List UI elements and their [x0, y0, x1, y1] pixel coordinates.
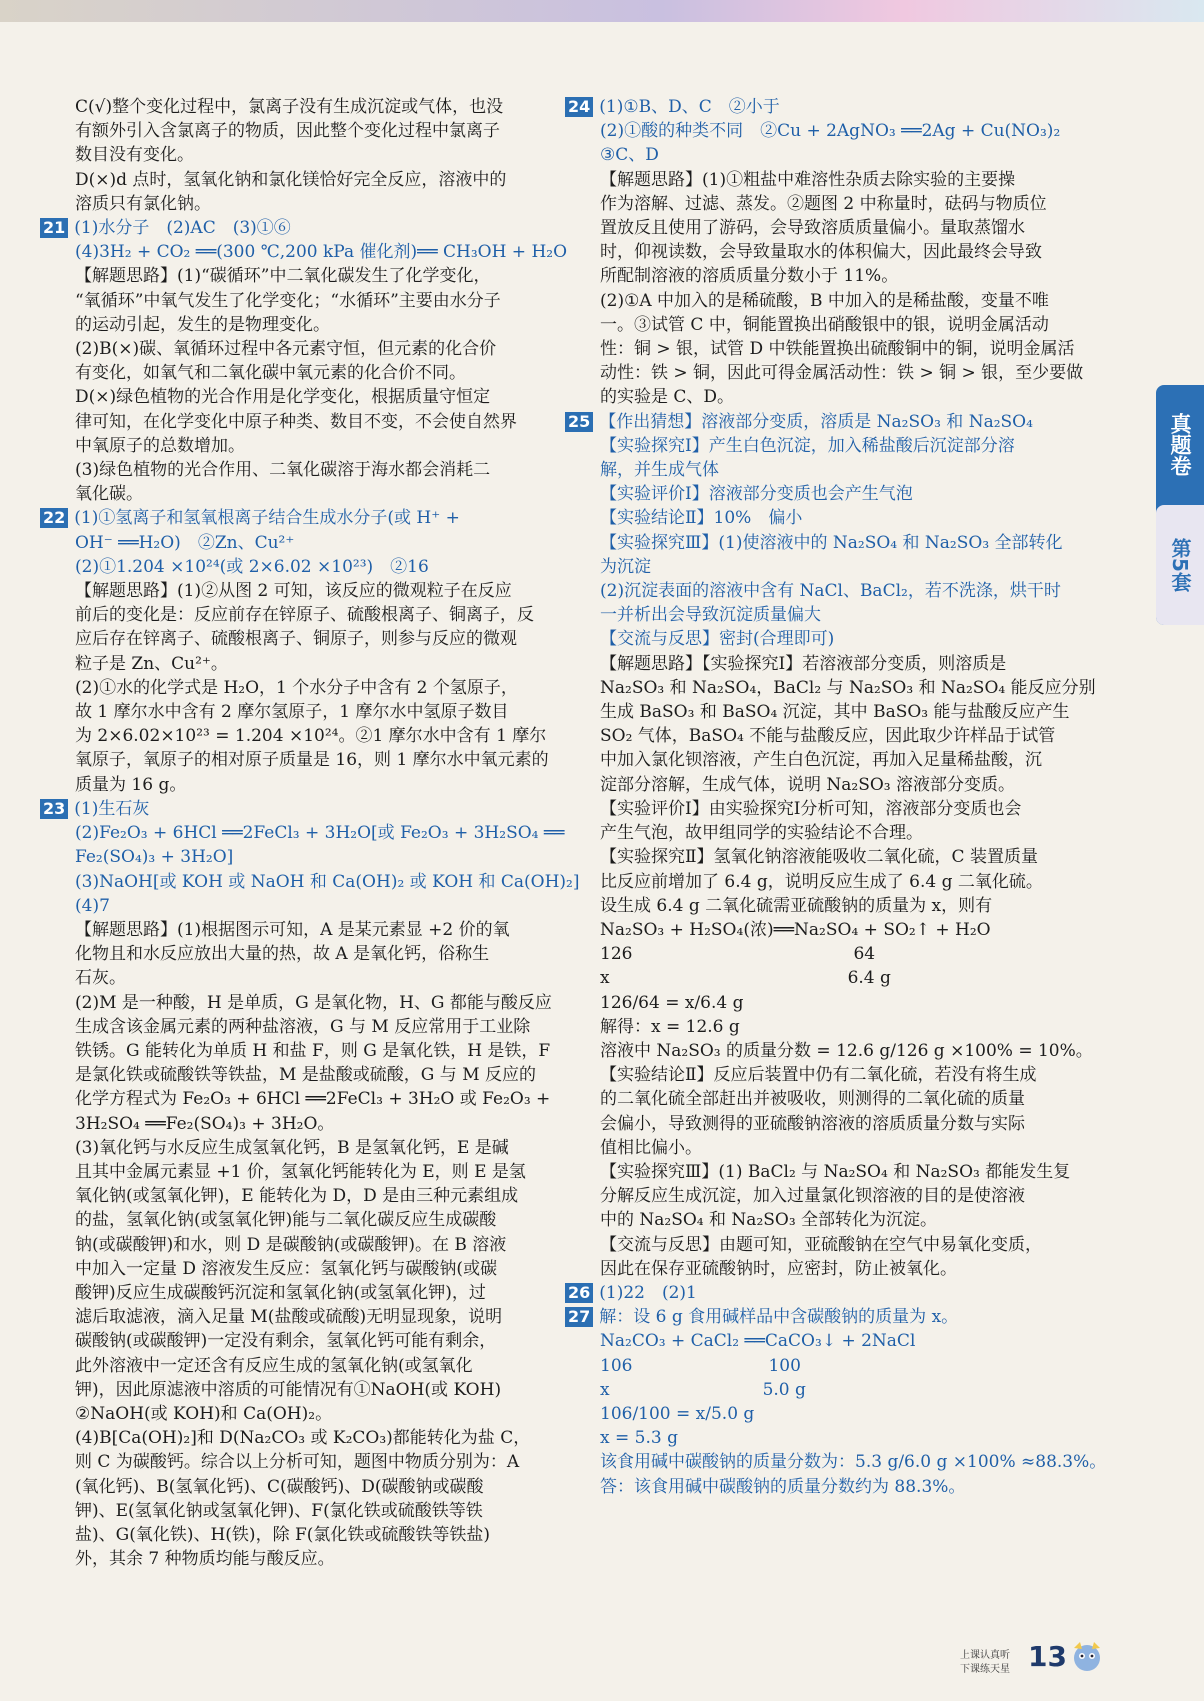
- explanation-text: 碳酸钠(或碳酸钾)一定没有剩余，氢氧化钙可能有剩余，: [75, 1331, 497, 1352]
- text-line: [600, 1233, 1130, 1257]
- question-number-badge: 21: [40, 218, 68, 238]
- text-line: [75, 1402, 580, 1426]
- text-line: [75, 313, 580, 337]
- text-line: [75, 1160, 580, 1184]
- explanation-text: C(√)整个变化过程中，氯离子没有生成沉淀或气体，也没: [75, 97, 504, 117]
- text-line: [600, 966, 1130, 990]
- explanation-text: Na₂SO₃ + H₂SO₄(浓)══Na₂SO₄ + SO₂↑ + H₂O: [600, 919, 991, 940]
- question-26-line: [568, 1281, 1130, 1305]
- explanation-text: 的盐，氢氧化钠(或氢氧化钾)能与二氧化碳反应生成碳酸: [75, 1210, 497, 1231]
- question-21-line: [43, 216, 580, 240]
- text-line: [75, 240, 580, 264]
- explanation-text: (2)①A 中加入的是稀硫酸，B 中加入的是稀盐酸，变量不唯: [600, 290, 1049, 311]
- explanation-text: 滤后取滤液，滴入足量 M(盐酸或硫酸)无明显现象，说明: [75, 1307, 503, 1328]
- question-25-line: [568, 410, 1130, 434]
- answer-text: 【实验结论Ⅱ】10% 偏小: [600, 508, 803, 529]
- explanation-text: 则 C 为碳酸钙。综合以上分析可知，题图中物质分别为：A: [75, 1452, 520, 1473]
- answer-text: x = 5.3 g: [600, 1428, 678, 1449]
- explanation-text: 应后存在锌离子、硫酸根离子、铜原子，则参与反应的微观: [75, 629, 517, 650]
- answer-text: Na₂CO₃ + CaCl₂ ══CaCO₃↓ + 2NaCl: [600, 1331, 916, 1352]
- explanation-text: (3)氧化钙与水反应生成氢氧化钙，B 是氢氧化钙，E 是碱: [75, 1137, 509, 1158]
- text-line: [75, 482, 580, 506]
- explanation-text: 石灰。: [75, 968, 126, 989]
- text-line: [75, 1329, 580, 1353]
- answer-text: 106 100: [600, 1355, 801, 1376]
- explanation-text: 是氯化铁或硫酸铁等铁盐，M 是盐酸或硫酸，G 与 M 反应的: [75, 1065, 537, 1086]
- text-line: [600, 918, 1130, 942]
- text-line: [600, 1426, 1130, 1450]
- answer-text: 【实验评价Ⅰ】溶液部分变质也会产生气泡: [600, 484, 913, 505]
- text-line: [75, 845, 580, 869]
- text-line: [75, 748, 580, 772]
- text-line: [600, 894, 1130, 918]
- explanation-text: 【解题思路】【实验探究Ⅰ】若溶液部分变质，则溶质是: [600, 653, 1007, 674]
- text-line: [75, 264, 580, 288]
- answer-text: (1)生石灰: [74, 798, 150, 819]
- text-line: [75, 652, 580, 676]
- explanation-text: 盐)、G(氧化铁)、H(铁)，除 F(氯化铁或硫酸铁等铁盐): [75, 1524, 491, 1545]
- explanation-text: 会偏小，导致测得的亚硫酸钠溶液的溶质质量分数与实际: [600, 1113, 1025, 1134]
- explanation-text: 产生气泡，故甲组同学的实验结论不合理。: [600, 823, 923, 844]
- answer-text: 该食用碱中碳酸钠的质量分数为：5.3 g/6.0 g ×100% ≈88.3%。: [600, 1452, 1107, 1473]
- text-line: [75, 1426, 580, 1450]
- explanation-text: 作为溶解、过滤、蒸发。②题图 2 中称量时，砝码与物质位: [600, 193, 1047, 214]
- text-line: [600, 1450, 1130, 1474]
- text-line: [75, 119, 580, 143]
- text-line: [600, 1039, 1130, 1063]
- text-line: [600, 1378, 1130, 1402]
- text-line: [75, 410, 580, 434]
- answer-text: (2)①1.204 ×10²⁴(或 2×6.02 ×10²³) ②16: [75, 556, 429, 577]
- text-line: [600, 1087, 1130, 1111]
- text-line: [75, 1281, 580, 1305]
- answer-text: x 5.0 g: [600, 1379, 806, 1400]
- text-line: [600, 1063, 1130, 1087]
- text-line: [600, 627, 1130, 651]
- text-line: [600, 361, 1130, 385]
- text-line: [600, 289, 1130, 313]
- text-line: [600, 458, 1130, 482]
- explanation-text: 淀部分溶解，生成气体，说明 Na₂SO₃ 溶液部分变质。: [600, 774, 1016, 795]
- text-line: [600, 506, 1130, 530]
- answer-text: (1)22 (2)1: [599, 1282, 697, 1303]
- question-number-badge: 22: [40, 508, 68, 528]
- text-line: [75, 1378, 580, 1402]
- text-line: [600, 337, 1130, 361]
- text-line: [600, 1184, 1130, 1208]
- text-line: [600, 1329, 1130, 1353]
- explanation-text: 酸钾)反应生成碳酸钙沉淀和氢氧化钠(或氢氧化钾)，过: [75, 1282, 486, 1303]
- footer-slogan-2: 下课练天星: [960, 1664, 1010, 1675]
- answer-text: (3)NaOH[或 KOH 或 NaOH 和 Ca(OH)₂ 或 KOH 和 Ca(OH)₂]: [75, 871, 580, 892]
- explanation-text: 化学方程式为 Fe₂O₃ + 6HCl ══2FeCl₃ + 3H₂O 或 Fe₂O₃ +: [75, 1089, 551, 1110]
- text-line: [75, 821, 580, 845]
- text-line: [75, 458, 580, 482]
- explanation-text: 中的 Na₂SO₄ 和 Na₂SO₃ 全部转化为沉淀。: [600, 1210, 938, 1231]
- answer-text: (4)7: [75, 895, 110, 916]
- explanation-text: 此外溶液中一定还含有反应生成的氢氧化钠(或氢氧化: [75, 1355, 473, 1376]
- tab-zhentijuan[interactable]: 真题卷: [1168, 412, 1192, 476]
- explanation-text: SO₂ 气体，BaSO₄ 不能与盐酸反应，因此取少许样品于试管: [600, 726, 1056, 747]
- explanation-text: 且其中金属元素显 +1 价，氢氧化钙能转化为 E，则 E 是氢: [75, 1161, 526, 1182]
- explanation-text: (4)B[Ca(OH)₂]和 D(Na₂CO₃ 或 K₂CO₃)都能转化为盐 C，: [75, 1428, 531, 1449]
- text-line: [600, 652, 1130, 676]
- explanation-text: 钾)，因此原滤液中溶质的可能情况有①NaOH(或 KOH): [75, 1379, 502, 1400]
- explanation-text: 有变化，如氧气和二氧化碳中氧元素的化合价不同。: [75, 363, 466, 384]
- text-line: [600, 143, 1130, 167]
- answer-text: 一并析出会导致沉淀质量偏大: [600, 605, 821, 626]
- text-line: [75, 1136, 580, 1160]
- explanation-text: 【实验结论Ⅱ】反应后装置中仍有二氧化硫，若没有将生成: [600, 1065, 1037, 1086]
- explanation-text: 比反应前增加了 6.4 g，说明反应生成了 6.4 g 二氧化硫。: [600, 871, 1043, 892]
- text-line: [600, 797, 1130, 821]
- text-line: [600, 1354, 1130, 1378]
- explanation-text: x 6.4 g: [600, 968, 891, 989]
- answer-text: (1)①B、D、C ②小于: [599, 97, 780, 117]
- answer-text: 【交流与反思】密封(合理即可): [600, 629, 835, 650]
- text-line: [600, 119, 1130, 143]
- explanation-text: 氧化钠(或氢氧化钾)，E 能转化为 D，D 是由三种元素组成: [75, 1186, 519, 1207]
- explanation-text: (氧化钙)、B(氢氧化钙)、C(碳酸钙)、D(碳酸钠或碳酸: [75, 1476, 484, 1497]
- explanation-text: 数目没有变化。: [75, 145, 194, 166]
- right-column: [568, 95, 1130, 1499]
- explanation-text: 【解题思路】(1)根据图示可知，A 是某元素显 +2 价的氧: [75, 919, 510, 940]
- question-number-badge: 27: [565, 1307, 593, 1327]
- explanation-text: 中加入氯化钡溶液，产生白色沉淀，再加入足量稀盐酸，沉: [600, 750, 1042, 771]
- answer-text: 【作出猜想】溶液部分变质，溶质是 Na₂SO₃ 和 Na₂SO₄: [599, 411, 1033, 432]
- explanation-text: 中加入一定量 D 溶液发生反应：氢氧化钙与碳酸钠(或碳: [75, 1258, 498, 1279]
- question-23-line: [43, 797, 580, 821]
- explanation-text: 质量为 16 g。: [75, 774, 187, 795]
- explanation-text: 时，仰视读数，会导致量取水的体积偏大，因此最终会导致: [600, 242, 1042, 263]
- text-line: [75, 724, 580, 748]
- answer-text: 【实验探究Ⅰ】产生白色沉淀，加入稀盐酸后沉淀部分溶: [600, 435, 1015, 456]
- explanation-text: 氧原子，氧原子的相对原子质量是 16，则 1 摩尔水中氧元素的: [75, 750, 549, 771]
- question-27-line: [568, 1305, 1130, 1329]
- text-line: [75, 870, 580, 894]
- explanation-text: 【实验评价Ⅰ】由实验探究Ⅰ分析可知，溶液部分变质也会: [600, 798, 1022, 819]
- tab-set-5[interactable]: 第5套: [1156, 505, 1204, 625]
- text-line: [600, 240, 1130, 264]
- question-22-line: [43, 506, 580, 530]
- text-line: [600, 1208, 1130, 1232]
- answer-text: Fe₂(SO₄)₃ + 3H₂O]: [75, 847, 234, 868]
- text-line: [75, 192, 580, 216]
- text-line: [600, 579, 1130, 603]
- explanation-text: 的实验是 C、D。: [600, 387, 735, 408]
- text-line: [75, 168, 580, 192]
- explanation-text: 性：铜 > 银，试管 D 中铁能置换出硫酸铜中的铜，说明金属活: [600, 339, 1075, 360]
- text-line: [600, 748, 1130, 772]
- text-line: [600, 168, 1130, 192]
- answer-text: 答：该食用碱中碳酸钠的质量分数约为 88.3%。: [600, 1476, 966, 1497]
- text-line: [600, 1402, 1130, 1426]
- answer-text: 解：设 6 g 食用碱样品中含碳酸钠的质量为 x。: [599, 1307, 959, 1328]
- explanation-text: 【解题思路】(1)“碳循环”中二氧化碳发生了化学变化，: [75, 266, 491, 287]
- page-number: 13: [1028, 1640, 1067, 1673]
- explanation-text: 【交流与反思】由题可知，亚硫酸钠在空气中易氧化变质，: [600, 1234, 1042, 1255]
- explanation-text: 溶质只有氯化钠。: [75, 193, 211, 214]
- explanation-text: (2)B(×)碳、氧循环过程中各元素守恒，但元素的化合价: [75, 339, 497, 360]
- explanation-text: 3H₂SO₄ ══Fe₂(SO₄)₃ + 3H₂O。: [75, 1113, 335, 1134]
- text-line: [75, 894, 580, 918]
- explanation-text: 溶液中 Na₂SO₃ 的质量分数 = 12.6 g/126 g ×100% = 10%。: [600, 1040, 1093, 1061]
- text-line: [75, 1547, 580, 1571]
- question-number-badge: 25: [565, 412, 593, 432]
- section-sidebar: [1156, 385, 1204, 625]
- left-column: [43, 95, 580, 1571]
- text-line: [75, 627, 580, 651]
- text-line: [75, 1354, 580, 1378]
- explanation-text: 律可知，在化学变化中原子种类、数目不变，不会使自然界: [75, 411, 517, 432]
- explanation-text: 前后的变化是：反应前存在锌原子、硫酸根离子、铜离子，反: [75, 605, 534, 626]
- explanation-text: 为 2×6.02×10²³ = 1.204 ×10²⁴。②1 摩尔水中含有 1 摩尔: [75, 726, 547, 747]
- explanation-text: 动性：铁 > 铜，因此可得金属活动性：铁 > 铜 > 银，至少要做: [600, 363, 1084, 384]
- explanation-text: 中氧原子的总数增加。: [75, 435, 245, 456]
- text-line: [75, 1112, 580, 1136]
- explanation-text: 所配制溶液的溶质质量分数小于 11%。: [600, 266, 899, 287]
- text-line: [75, 143, 580, 167]
- text-line: [600, 821, 1130, 845]
- mascot-icon: [1068, 1640, 1106, 1674]
- text-line: [600, 845, 1130, 869]
- explanation-text: 粒子是 Zn、Cu²⁺。: [75, 653, 228, 674]
- text-line: [75, 1087, 580, 1111]
- explanation-text: ②NaOH(或 KOH)和 Ca(OH)₂。: [75, 1403, 333, 1424]
- text-line: [600, 603, 1130, 627]
- text-line: [600, 773, 1130, 797]
- text-line: [600, 1136, 1130, 1160]
- explanation-text: 设生成 6.4 g 二氧化硫需亚硫酸钠的质量为 x，则有: [600, 895, 993, 916]
- text-line: [600, 676, 1130, 700]
- answer-text: 为沉淀: [600, 556, 651, 577]
- text-line: [75, 676, 580, 700]
- text-line: [75, 603, 580, 627]
- explanation-text: 【实验探究Ⅱ】氢氧化钠溶液能吸收二氧化硫，C 装置质量: [600, 847, 1038, 868]
- text-line: [75, 289, 580, 313]
- text-line: [75, 1523, 580, 1547]
- text-line: [75, 361, 580, 385]
- text-line: [75, 1450, 580, 1474]
- text-line: [75, 1184, 580, 1208]
- explanation-text: 值相比偏小。: [600, 1137, 702, 1158]
- explanation-text: 有额外引入含氯离子的物质，因此整个变化过程中氯离子: [75, 121, 500, 142]
- footer-slogan-1: 上课认真听: [960, 1650, 1010, 1661]
- explanation-text: 化物且和水反应放出大量的热，故 A 是氧化钙，俗称生: [75, 944, 490, 965]
- text-line: [600, 942, 1130, 966]
- answer-text: OH⁻ ══H₂O) ②Zn、Cu²⁺: [75, 532, 295, 553]
- answer-text: (2)①酸的种类不同 ②Cu + 2AgNO₃ ══2Ag + Cu(NO₃)₂: [600, 121, 1061, 142]
- answer-text: (4)3H₂ + CO₂ ══(300 ℃,200 kPa 催化剂)══ CH₃OH + H₂O: [75, 242, 568, 263]
- explanation-text: 的二氧化硫全部赶出并被吸收，则测得的二氧化硫的质量: [600, 1089, 1025, 1110]
- text-line: [75, 531, 580, 555]
- explanation-text: (3)绿色植物的光合作用、二氧化碳溶于海水都会消耗二: [75, 460, 491, 481]
- explanation-text: 钾)、E(氢氧化钠或氢氧化钾)、F(氯化铁或硫酸铁等铁: [75, 1500, 483, 1521]
- text-line: [600, 700, 1130, 724]
- explanation-text: 分解反应生成沉淀，加入过量氯化钡溶液的目的是使溶液: [600, 1186, 1025, 1207]
- answer-text: (1)①氢离子和氢氧根离子结合生成水分子(或 H⁺ +: [74, 508, 460, 529]
- explanation-text: 外，其余 7 种物质均能与酸反应。: [75, 1549, 335, 1570]
- explanation-text: 生成 BaSO₃ 和 BaSO₄ 沉淀，其中 BaSO₃ 能与盐酸反应产生: [600, 702, 1070, 723]
- page-footer: [960, 1640, 1140, 1680]
- explanation-text: 氧化碳。: [75, 484, 143, 505]
- text-line: [75, 991, 580, 1015]
- question-number-badge: 23: [40, 799, 68, 819]
- text-line: [75, 1233, 580, 1257]
- text-line: [600, 724, 1130, 748]
- text-line: [600, 555, 1130, 579]
- text-line: [600, 192, 1130, 216]
- text-line: [600, 991, 1130, 1015]
- answer-text: 106/100 = x/5.0 g: [600, 1403, 755, 1424]
- explanation-text: 【解题思路】(1)①粗盐中难溶性杂质去除实验的主要操: [600, 169, 1016, 190]
- explanation-text: 【实验探究Ⅲ】(1) BaCl₂ 与 Na₂SO₄ 和 Na₂SO₃ 都能发生复: [600, 1161, 1071, 1182]
- explanation-text: 的运动引起，发生的是物理变化。: [75, 314, 330, 335]
- explanation-text: 一。③试管 C 中，铜能置换出硝酸银中的银，说明金属活动: [600, 314, 1049, 335]
- explanation-text: D(×)d 点时，氢氧化钠和氯化镁恰好完全反应，溶液中的: [75, 169, 507, 190]
- text-line: [75, 1015, 580, 1039]
- text-line: [75, 95, 580, 119]
- explanation-text: (2)M 是一种酸，H 是单质，G 是氧化物，H、G 都能与酸反应: [75, 992, 552, 1013]
- text-line: [75, 1257, 580, 1281]
- text-line: [75, 773, 580, 797]
- explanation-text: 铁锈。G 能转化为单质 H 和盐 F，则 G 是氧化铁，H 是铁，F: [75, 1040, 551, 1061]
- text-line: [75, 918, 580, 942]
- explanation-text: 126 64: [600, 944, 876, 965]
- text-line: [75, 1499, 580, 1523]
- explanation-text: 解得：x = 12.6 g: [600, 1016, 740, 1037]
- explanation-text: 钠(或碳酸钾)和水，则 D 是碳酸钠(或碳酸钾)。在 B 溶液: [75, 1234, 507, 1255]
- text-line: [600, 313, 1130, 337]
- answer-text: 【实验探究Ⅲ】(1)使溶液中的 Na₂SO₄ 和 Na₂SO₃ 全部转化: [600, 532, 1063, 553]
- explanation-text: D(×)绿色植物的光合作用是化学变化，根据质量守恒定: [75, 387, 491, 408]
- text-line: [600, 531, 1130, 555]
- answer-text: ③C、D: [600, 145, 659, 166]
- top-color-bar: [0, 0, 1204, 22]
- explanation-text: Na₂SO₃ 和 Na₂SO₄，BaCl₂ 与 Na₂SO₃ 和 Na₂SO₄ 能反应分别: [600, 677, 1096, 698]
- text-line: [600, 434, 1130, 458]
- text-line: [600, 216, 1130, 240]
- explanation-text: (2)①水的化学式是 H₂O，1 个水分子中含有 2 个氢原子，: [75, 677, 518, 698]
- text-line: [600, 264, 1130, 288]
- question-number-badge: 24: [565, 97, 593, 117]
- answer-text: (2)Fe₂O₃ + 6HCl ══2FeCl₃ + 3H₂O[或 Fe₂O₃ + 3H₂SO₄ ══: [75, 823, 565, 844]
- text-line: [75, 966, 580, 990]
- question-number-badge: 26: [565, 1283, 593, 1303]
- text-line: [75, 700, 580, 724]
- text-line: [75, 434, 580, 458]
- explanation-text: 故 1 摩尔水中含有 2 摩尔氢原子，1 摩尔水中氢原子数目: [75, 702, 509, 723]
- explanation-text: 置放反且使用了游码，会导致溶质质量偏小。量取蒸馏水: [600, 218, 1025, 239]
- text-line: [75, 1039, 580, 1063]
- text-line: [75, 1475, 580, 1499]
- text-line: [600, 385, 1130, 409]
- text-line: [75, 337, 580, 361]
- text-line: [600, 1160, 1130, 1184]
- answer-text: 解，并生成气体: [600, 460, 719, 481]
- text-line: [75, 385, 580, 409]
- text-line: [75, 1208, 580, 1232]
- text-line: [75, 1063, 580, 1087]
- text-line: [600, 482, 1130, 506]
- explanation-text: 126/64 = x/6.4 g: [600, 992, 744, 1013]
- question-24-line: [568, 95, 1130, 119]
- text-line: [75, 942, 580, 966]
- text-line: [75, 555, 580, 579]
- explanation-text: 生成含该金属元素的两种盐溶液，G 与 M 反应常用于工业除: [75, 1016, 531, 1037]
- answer-text: (2)沉淀表面的溶液中含有 NaCl、BaCl₂，若不洗涤，烘干时: [600, 581, 1061, 602]
- text-line: [600, 870, 1130, 894]
- explanation-text: 因此在保存亚硫酸钠时，应密封，防止被氧化。: [600, 1258, 957, 1279]
- text-line: [75, 1305, 580, 1329]
- explanation-text: “氧循环”中氧气发生了化学变化；“水循环”主要由水分子: [75, 290, 501, 311]
- answer-text: (1)水分子 (2)AC (3)①⑥: [74, 218, 291, 239]
- text-line: [600, 1475, 1130, 1499]
- explanation-text: 【解题思路】(1)②从图 2 可知，该反应的微观粒子在反应: [75, 581, 512, 602]
- text-line: [75, 579, 580, 603]
- text-line: [600, 1015, 1130, 1039]
- text-line: [600, 1257, 1130, 1281]
- text-line: [600, 1112, 1130, 1136]
